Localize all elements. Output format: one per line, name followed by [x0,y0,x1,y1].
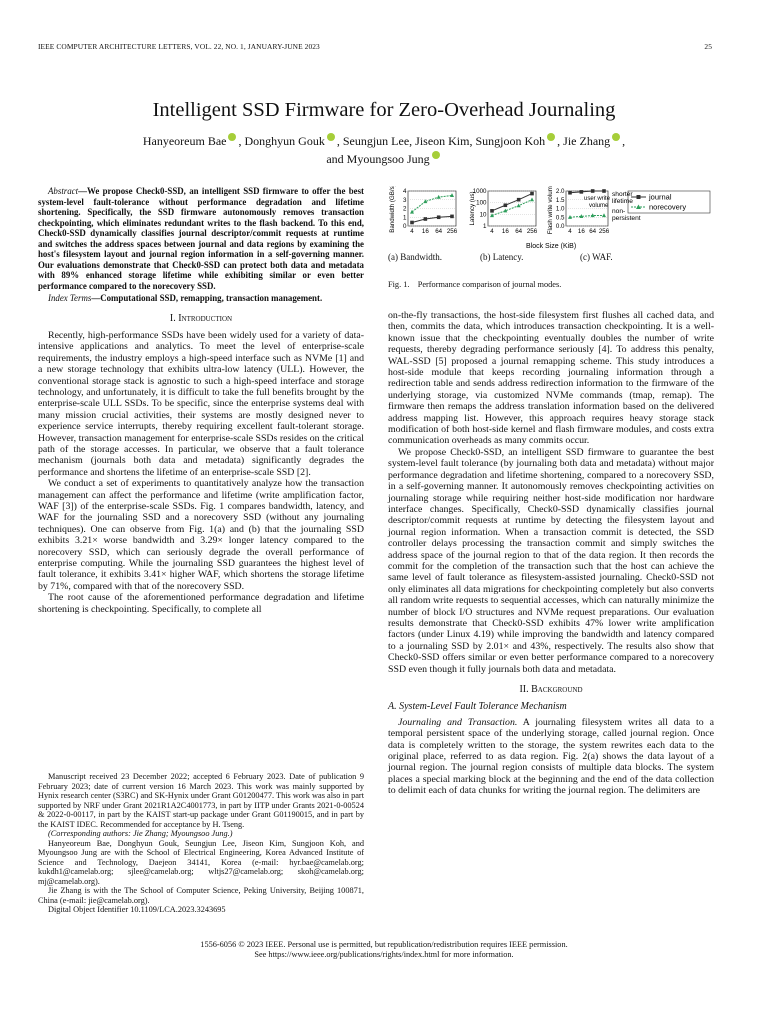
index-terms [38,293,364,304]
y-tick-label: 4 [403,188,407,195]
paragraph-body: A journaling filesystem writes all data to a temporal persistent space of the underlying storage, called journal region. Once data is completely written to the storage, the system rewrites each data to the original place, referred to as data region. Fig. 2(a) shows the data layout of a journal region. The journal region consists of multiple data blocks. The system places a special marking block at the beginning and the end of the data collection to delimit each of data chunks for writing the journal region. The delimiters are [388,716,715,797]
data-point-journal [450,215,454,219]
y-axis-label: Flash write volume [547,186,554,235]
y-axis-label: Latency (us) [469,191,476,226]
data-point-norecovery [602,213,606,217]
figure-legend [628,191,710,213]
right-paragraph-3 [388,717,714,797]
orcid-icon[interactable] [327,133,335,141]
author-sep: , [622,134,626,148]
right-column [388,310,714,797]
index-terms-text: Computational SSD, remapping, transaction management. [100,293,323,303]
data-point-journal [517,198,521,202]
y-tick-label: 3 [403,196,407,204]
figure-1-charts [388,186,714,250]
x-tick-label: 64 [435,228,443,235]
page-number: 25 [704,42,712,51]
data-point-journal [602,189,606,193]
annotation-user-write: user write [584,196,611,202]
x-tick-label: 64 [515,228,523,235]
x-tick-label: 256 [526,228,538,235]
y-tick-label: 1000 [472,188,487,195]
y-tick-label: 0.5 [555,214,565,222]
data-point-journal [568,191,572,195]
y-tick-label: 100 [476,199,487,207]
running-head [38,42,712,51]
data-point-journal [490,209,494,213]
subcaption-c: (c) WAF. [580,252,613,262]
x-tick-label: 64 [589,228,597,235]
series-line-norecovery [412,195,452,212]
y-tick-label: 1 [403,214,407,222]
right-paragraph-2: We propose Check0-SSD, an intelligent SSD firmware to guarantee the best system-level fault tolerance (by journaling both data and metadata) without major performance degradation and lifetime shortening, compared to a norecovery SSD, in a self-governing manner. It autonomously removes checkpointing activities on journaling storage while requiring neither host-side modification nor hardware interface changes. Specifically, Check0-SSD dynamically classifies journal descriptor/commit requests at runtime by detecting the filesystem layout and journal region information. When a transaction commit is detected, the SSD controller delays processing the transaction commit and simply switches the address space of the journal region to that of the data region. It then records the commit for the completion of the transaction such that the host can achieve the same level of fault tolerance as filesystem-assisted journaling. Check0-SSD not only eliminates all data migrations for checkpointing completely but also converts all random write requests to sequential accesses, which can naturally minimize the number of block I/O structures and NVMe request preparations. Our evaluation results demonstrate that Check0-SSD exhibits 47% lower write amplification factors (under Linux 4.19) while improving the bandwidth and latency compared to a journaling SSD by 2.01× and 43%, respectively. The results also show that Check0-SSD offers similar or even better performance compared to a norecovery SSD even though it fully journals both data and metadata. [388,446,714,675]
legend-marker-journal [637,195,641,199]
footnote-affiliation-2: Jie Zhang is with the The School of Computer Science, Peking University, Beijing 100871, China (e-mail: jie@camelab.org). [38,886,364,905]
paragraph-lead: Journaling and Transaction. [398,716,518,728]
figure-1 [388,186,714,306]
x-tick-label: 4 [490,228,494,235]
subcaption-b: (b) Latency. [480,252,524,262]
legend-label-norecovery: norecovery [649,202,687,212]
footnote-manuscript: Manuscript received 23 December 2022; accepted 6 February 2023. Date of publication 9 February 2023; date of current version 16 March 2023. This work was mainly supported by Hynix research center (S3RC) and SK-Hynix under Grant G01200477. This work was also in part supported by NRF under Grant 2021R1A2C4001773, in part by IITP under Grants 2021-0-00524 & 2022-0-00117, in part by the KAIST start-up package under Grant G01190015, and in part by the KAIST IDEC. Recommended for acceptance by H. Tseng. [38,772,364,829]
data-point-norecovery [410,210,414,214]
x-tick-label: 4 [568,228,572,235]
footnotes [38,772,364,915]
annotation-lifetime: lifetime [612,198,633,205]
y-tick-label: 0 [403,223,407,230]
figure-caption: Fig. 1. Performance comparison of journal modes. [388,280,562,289]
data-point-journal [504,203,508,207]
section-heading-introduction: I. Introduction [169,312,233,324]
orcid-icon[interactable] [228,133,236,141]
y-tick-label: 0.0 [555,223,565,230]
footnote-affiliation: Hanyeoreum Bae, Donghyun Gouk, Seungjun Lee, Jiseon Kim, Sungjoon Koh, and Myoungsoo Jung are with the School of Electrical Engineering, Korea Advanced Institute of Science and Technology, Daejeon 34141, Korea (e-mail: hyr.bae@camelab.org; kukdh1@camelab.org; sjlee@camelab.org; wltjs27@camelab.org; skoh@camelab.org; mj@camelab.org). [38,838,364,886]
abstract-label: Abstract [48,186,79,196]
abstract [38,186,364,291]
annotation-shorter: shorter [612,191,633,198]
y-tick-label: 10 [479,211,487,219]
x-tick-label: 256 [446,228,458,235]
data-point-norecovery [437,195,441,199]
author-name: , Seungjun Lee, Jiseon Kim, Sungjoon Koh [336,134,546,148]
orcid-icon[interactable] [432,151,440,159]
author-list [60,132,708,168]
intro-paragraph-3: The root cause of the aforementioned performance degradation and lifetime shortening is checkpointing. Specifically, to complete all [38,592,364,615]
annotation-volume: volume [589,203,609,209]
subcaption-a: (a) Bandwidth. [388,252,442,262]
y-tick-label: 2.0 [555,188,565,195]
intro-paragraph-2: We conduct a set of experiments to quantitatively analyze how the transaction management can affect the performance and lifetime (write amplification factor, WAF [3]) of the enterprise-scale SSDs. Fig. 1 compares bandwidth, latency, and WAF for the journaling SSD and a norecovery SSD (without any journaling techniques). One can observe from Fig. 1(a) and (b) that the journaling SSD exhibits 3.21× worse bandwidth and 3.29× longer latency compared to the norecovery SSD, which can seriously degrade the overall performance of enterprise computing. While the journaling SSD guarantees the highest level of fault tolerance, it exhibits 3.41× higher WAF, which shortens the storage lifetime by 71%, compared with that of the norecovery SSD. [38,478,364,592]
data-point-journal [580,190,584,194]
x-axis-label: Block Size (KiB) [526,243,577,250]
series-line-norecovery [570,216,604,218]
y-tick-label: 1 [483,223,487,230]
annotation-persistent: persistent [612,215,641,222]
author-name: , Jie Zhang [557,134,611,148]
data-point-journal [530,192,534,196]
author-name: , Donghyun Gouk [238,134,325,148]
data-point-norecovery [517,203,521,207]
footnote-corresponding: (Corresponding authors: Jie Zhang; Myoungsoo Jung.) [48,829,233,838]
paper-title: Intelligent SSD Firmware for Zero-Overhead Journaling [152,99,616,121]
data-point-norecovery [530,197,534,201]
intro-paragraph-1: Recently, high-performance SSDs have been widely used for a variety of data-intensive applications and analytics. To meet the level of enterprise-scale requirements, the industry employs a high-speed interface such as NVMe [1] and a new storage technology that exhibits ultra-low latency (ULL). However, the conventional storage stack is agnostic to such a high-speed interface and storage technology, and unfortunately, it is difficult to take the full benefits brought by the enterprise-scale ULL SSDs. To be specific, since the enterprise systems deal with many mission crucial activities, their systems are mostly designed never to experience service interrupts, thereby requiring excellent fault-tolerant storage. However, transaction management for enterprise-scale SSDs resides on the critical path of the storage accesses. In particular, we observe that a fault tolerance mechanism (journals both data and metadata) significantly degrades the performance and shortens the lifetime of an enterprise-scale SSD [2]. [38,329,364,478]
data-point-journal [424,217,428,221]
x-tick-label: 16 [421,228,429,235]
data-point-journal [410,221,414,225]
left-column [38,186,364,615]
x-tick-label: 4 [410,228,414,235]
x-tick-label: 256 [598,228,610,235]
right-paragraph-1: on-the-fly transactions, the host-side filesystem first flushes all cached data, and then, commits the data, which introduces transaction checkpointing. It is a well-known issue that the checkpointing eventually doubles the number of write requests, thereby degrading performance seriously [4]. To address this penalty, WAL-SSD [5] proposed a journal remapping scheme. This study introduces a host-side module that keeps recording journaling information through a redirection table and sends address redirection information to the firmware of the underlying storage, via customized NVMe commands (tmap, remap). The firmware then remaps the address translation information based on the delivered address mapping list. However, this approach requires heavy storage stack modification of both host-side kernel and flash firmware modules, and costs extra communication overheads as many commits occur. [388,310,714,447]
author-name: Hanyeoreum Bae [142,134,227,148]
y-tick-label: 1.5 [555,196,565,204]
orcid-icon[interactable] [612,133,620,141]
abstract-text: We propose Check0-SSD, an intelligent SSD firmware to offer the best system-level fault-tolerance without performance degradation and lifetime shortening. Specifically, the SSD firmware autonomously removes transaction checkpointing, which eliminates redundant writes to the flash backend. To this end, Check0-SSD dynamically classifies journal descriptor/commit requests at runtime and switches the address spaces between journal and data regions by examining the host's filesystem layout and journal region information in a self-governing manner. Our evaluations demonstrate that Check0-SSD can protect both data and metadata with 89% enhanced storage lifetime while exhibiting similar or even better performance compared to the norecovery SSD. [38,186,364,291]
annotation-non: non- [612,208,626,215]
index-terms-dash: — [91,293,101,303]
index-terms-label: Index Terms [48,293,92,303]
x-tick-label: 16 [577,228,585,235]
abstract-dash: — [78,186,87,196]
legend-label-journal: journal [649,192,672,202]
copyright-line-1: 1556-6056 © 2023 IEEE. Personal use is permitted, but republication/redistribution requires IEEE permission. [200,940,568,949]
footnote-doi: Digital Object Identifier 10.1109/LCA.2023.3243695 [48,905,226,914]
subsection-heading: A. System-Level Fault Tolerance Mechanism [388,701,567,713]
y-tick-label: 2 [403,205,407,213]
author-name: and Myoungsoo Jung [326,152,430,166]
copyright-line-2: See https://www.ieee.org/publications/rights/index.html for more information. [254,950,514,959]
section-heading-background: II. Background [519,684,583,695]
orcid-icon[interactable] [547,133,555,141]
journal-name: IEEE COMPUTER ARCHITECTURE LETTERS, VOL. 22, NO. 1, JANUARY-JUNE 2023 [38,42,320,51]
y-axis-label: Bandwidth (GB/s) [389,186,396,233]
copyright-notice [0,940,768,960]
x-tick-label: 16 [501,228,509,235]
y-tick-label: 1.0 [555,205,565,213]
data-point-journal [591,189,595,193]
data-point-journal [437,215,441,219]
